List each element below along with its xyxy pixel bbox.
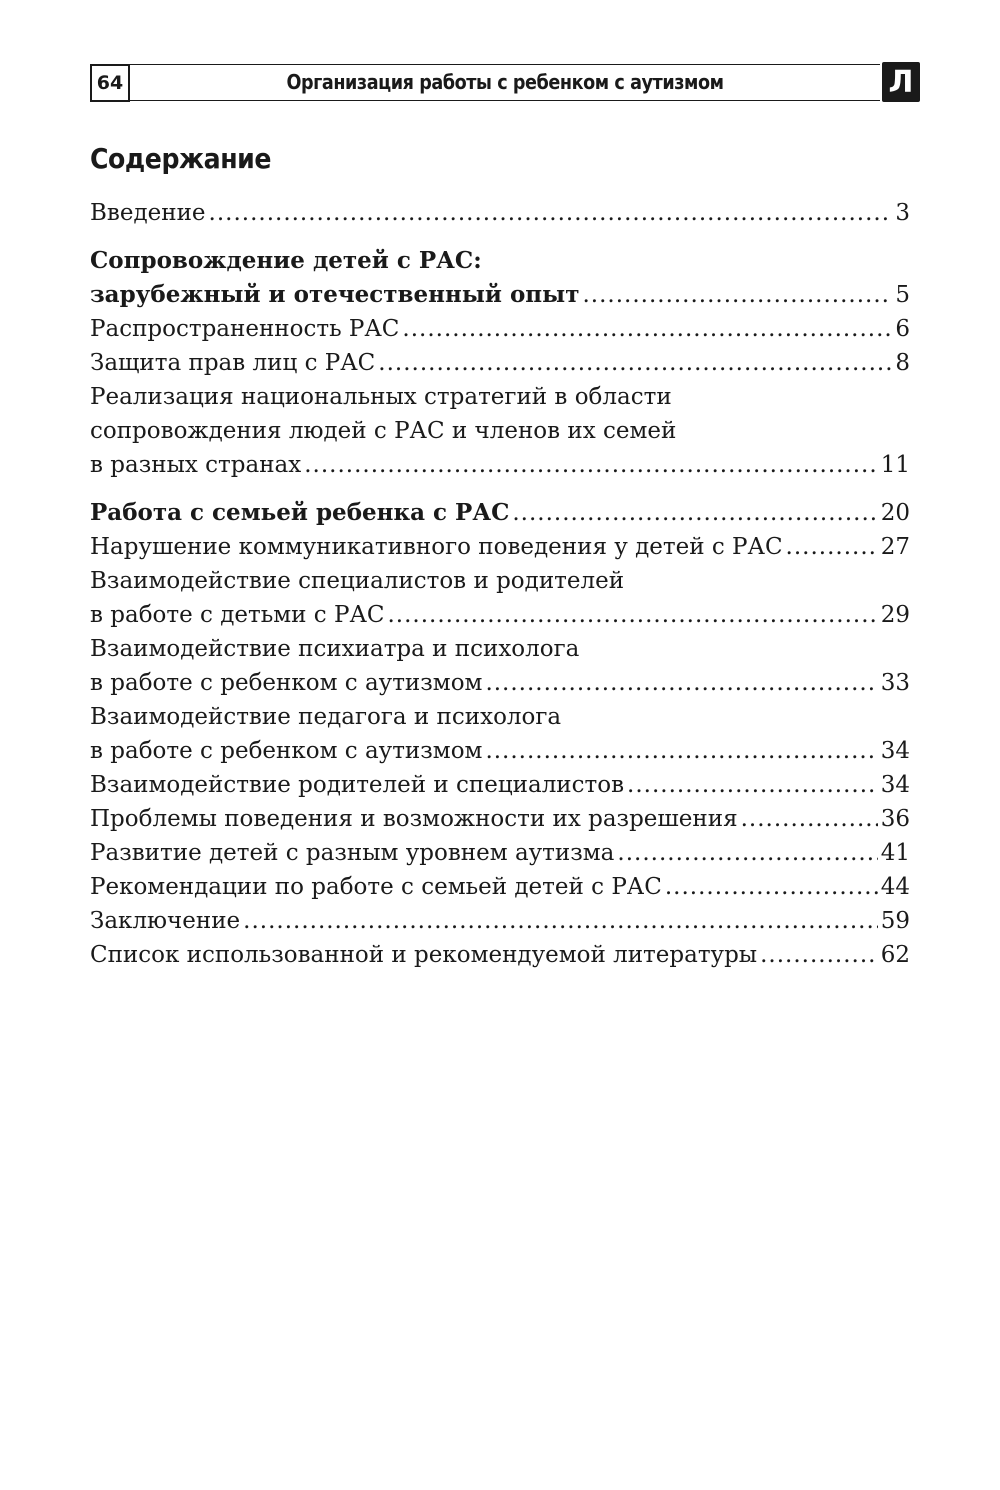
dot-leader	[760, 938, 878, 972]
toc-entry	[90, 836, 910, 870]
toc-entry	[90, 870, 910, 904]
toc-entry-page: 34	[880, 772, 910, 798]
dot-leader	[627, 768, 878, 802]
toc-entry-title: Введение	[90, 200, 206, 226]
toc-entry	[90, 312, 910, 346]
toc-entry-title: Реализация национальных стратегий в области	[90, 384, 672, 410]
toc-entry-page: 20	[880, 500, 910, 526]
toc-entry-title: в работе с ребенком с аутизмом	[90, 738, 483, 764]
toc-entry	[90, 196, 910, 230]
toc-entry	[90, 278, 910, 312]
toc-entry-page: 6	[895, 316, 910, 342]
toc-entry-title: Взаимодействие специалистов и родителей	[90, 568, 625, 594]
toc-entry-page: 5	[895, 282, 910, 308]
toc-entry	[90, 904, 910, 938]
toc-entry-title: в работе с детьми с РАС	[90, 602, 385, 628]
toc-entry	[90, 734, 910, 768]
toc-entry-title: Взаимодействие психиатра и психолога	[90, 636, 580, 662]
toc-entry-title: Взаимодействие педагога и психолога	[90, 704, 562, 730]
toc-entry-title: в разных странах	[90, 452, 302, 478]
toc-entry-page: 3	[895, 200, 910, 226]
toc-entry-title: Развитие детей с разным уровнем аутизма	[90, 840, 615, 866]
toc-entry-title: Сопровождение детей с РАС:	[90, 247, 482, 274]
toc-entry-title: сопровождения людей с РАС и членов их семей	[90, 418, 677, 444]
dot-leader	[741, 802, 878, 836]
dot-leader	[485, 666, 877, 700]
toc-entry-title: зарубежный и отечественный опыт	[90, 281, 580, 308]
toc-entry-title: в работе с ребенком с аутизмом	[90, 670, 483, 696]
toc-entry	[90, 632, 910, 666]
running-header	[90, 62, 920, 102]
toc-entry-page: 8	[895, 350, 910, 376]
toc-entry-page: 41	[880, 840, 910, 866]
dot-leader	[582, 278, 892, 312]
toc-entry	[90, 496, 910, 530]
dot-leader	[387, 598, 877, 632]
header-rule-bottom	[130, 100, 880, 101]
dot-leader	[243, 904, 878, 938]
toc-entry	[90, 802, 910, 836]
toc-entry-page: 62	[880, 942, 910, 968]
toc-entry-title: Список использованной и рекомендуемой литературы	[90, 942, 758, 968]
toc-entry-title: Нарушение коммуникативного поведения у детей с РАС	[90, 534, 783, 560]
toc-entry	[90, 530, 910, 564]
dot-leader	[665, 870, 878, 904]
dot-leader	[485, 734, 877, 768]
toc-entry-page: 59	[880, 908, 910, 934]
toc-entry	[90, 346, 910, 380]
dot-leader	[786, 530, 878, 564]
toc-entry-title: Проблемы поведения и возможности их разрешения	[90, 806, 738, 832]
toc-entry	[90, 414, 910, 448]
dot-leader	[402, 312, 892, 346]
toc-entry-page: 27	[880, 534, 910, 560]
toc-entry-page: 44	[880, 874, 910, 900]
toc-entry-title: Рекомендации по работе с семьей детей с РАС	[90, 874, 662, 900]
running-title: Организация работы с ребенком с аутизмом	[286, 70, 724, 94]
toc-entry	[90, 244, 910, 278]
toc-entry	[90, 938, 910, 972]
toc-entry-title: Заключение	[90, 908, 241, 934]
toc-entry	[90, 448, 910, 482]
toc-entry-title: Распространенность РАС	[90, 316, 400, 342]
toc-entry-title: Взаимодействие родителей и специалистов	[90, 772, 625, 798]
toc-entry	[90, 380, 910, 414]
toc-entry	[90, 700, 910, 734]
dot-leader	[304, 448, 878, 482]
toc-heading: Содержание	[90, 142, 272, 175]
toc-entry-page: 11	[880, 452, 910, 478]
table-of-contents	[90, 196, 910, 972]
toc-entry-title: Защита прав лиц с РАС	[90, 350, 376, 376]
toc-entry-title: Работа с семьей ребенка с РАС	[90, 499, 510, 526]
dot-leader	[209, 196, 893, 230]
toc-entry-page: 29	[880, 602, 910, 628]
toc-entry-page: 34	[880, 738, 910, 764]
toc-entry	[90, 666, 910, 700]
toc-entry-page: 33	[880, 670, 910, 696]
toc-entry	[90, 598, 910, 632]
toc-entry	[90, 768, 910, 802]
dot-leader	[378, 346, 892, 380]
page-number: 64	[90, 64, 130, 102]
toc-entry	[90, 564, 910, 598]
publisher-logo: Л	[882, 62, 920, 102]
toc-entry-page: 36	[880, 806, 910, 832]
dot-leader	[617, 836, 877, 870]
dot-leader	[512, 496, 877, 530]
